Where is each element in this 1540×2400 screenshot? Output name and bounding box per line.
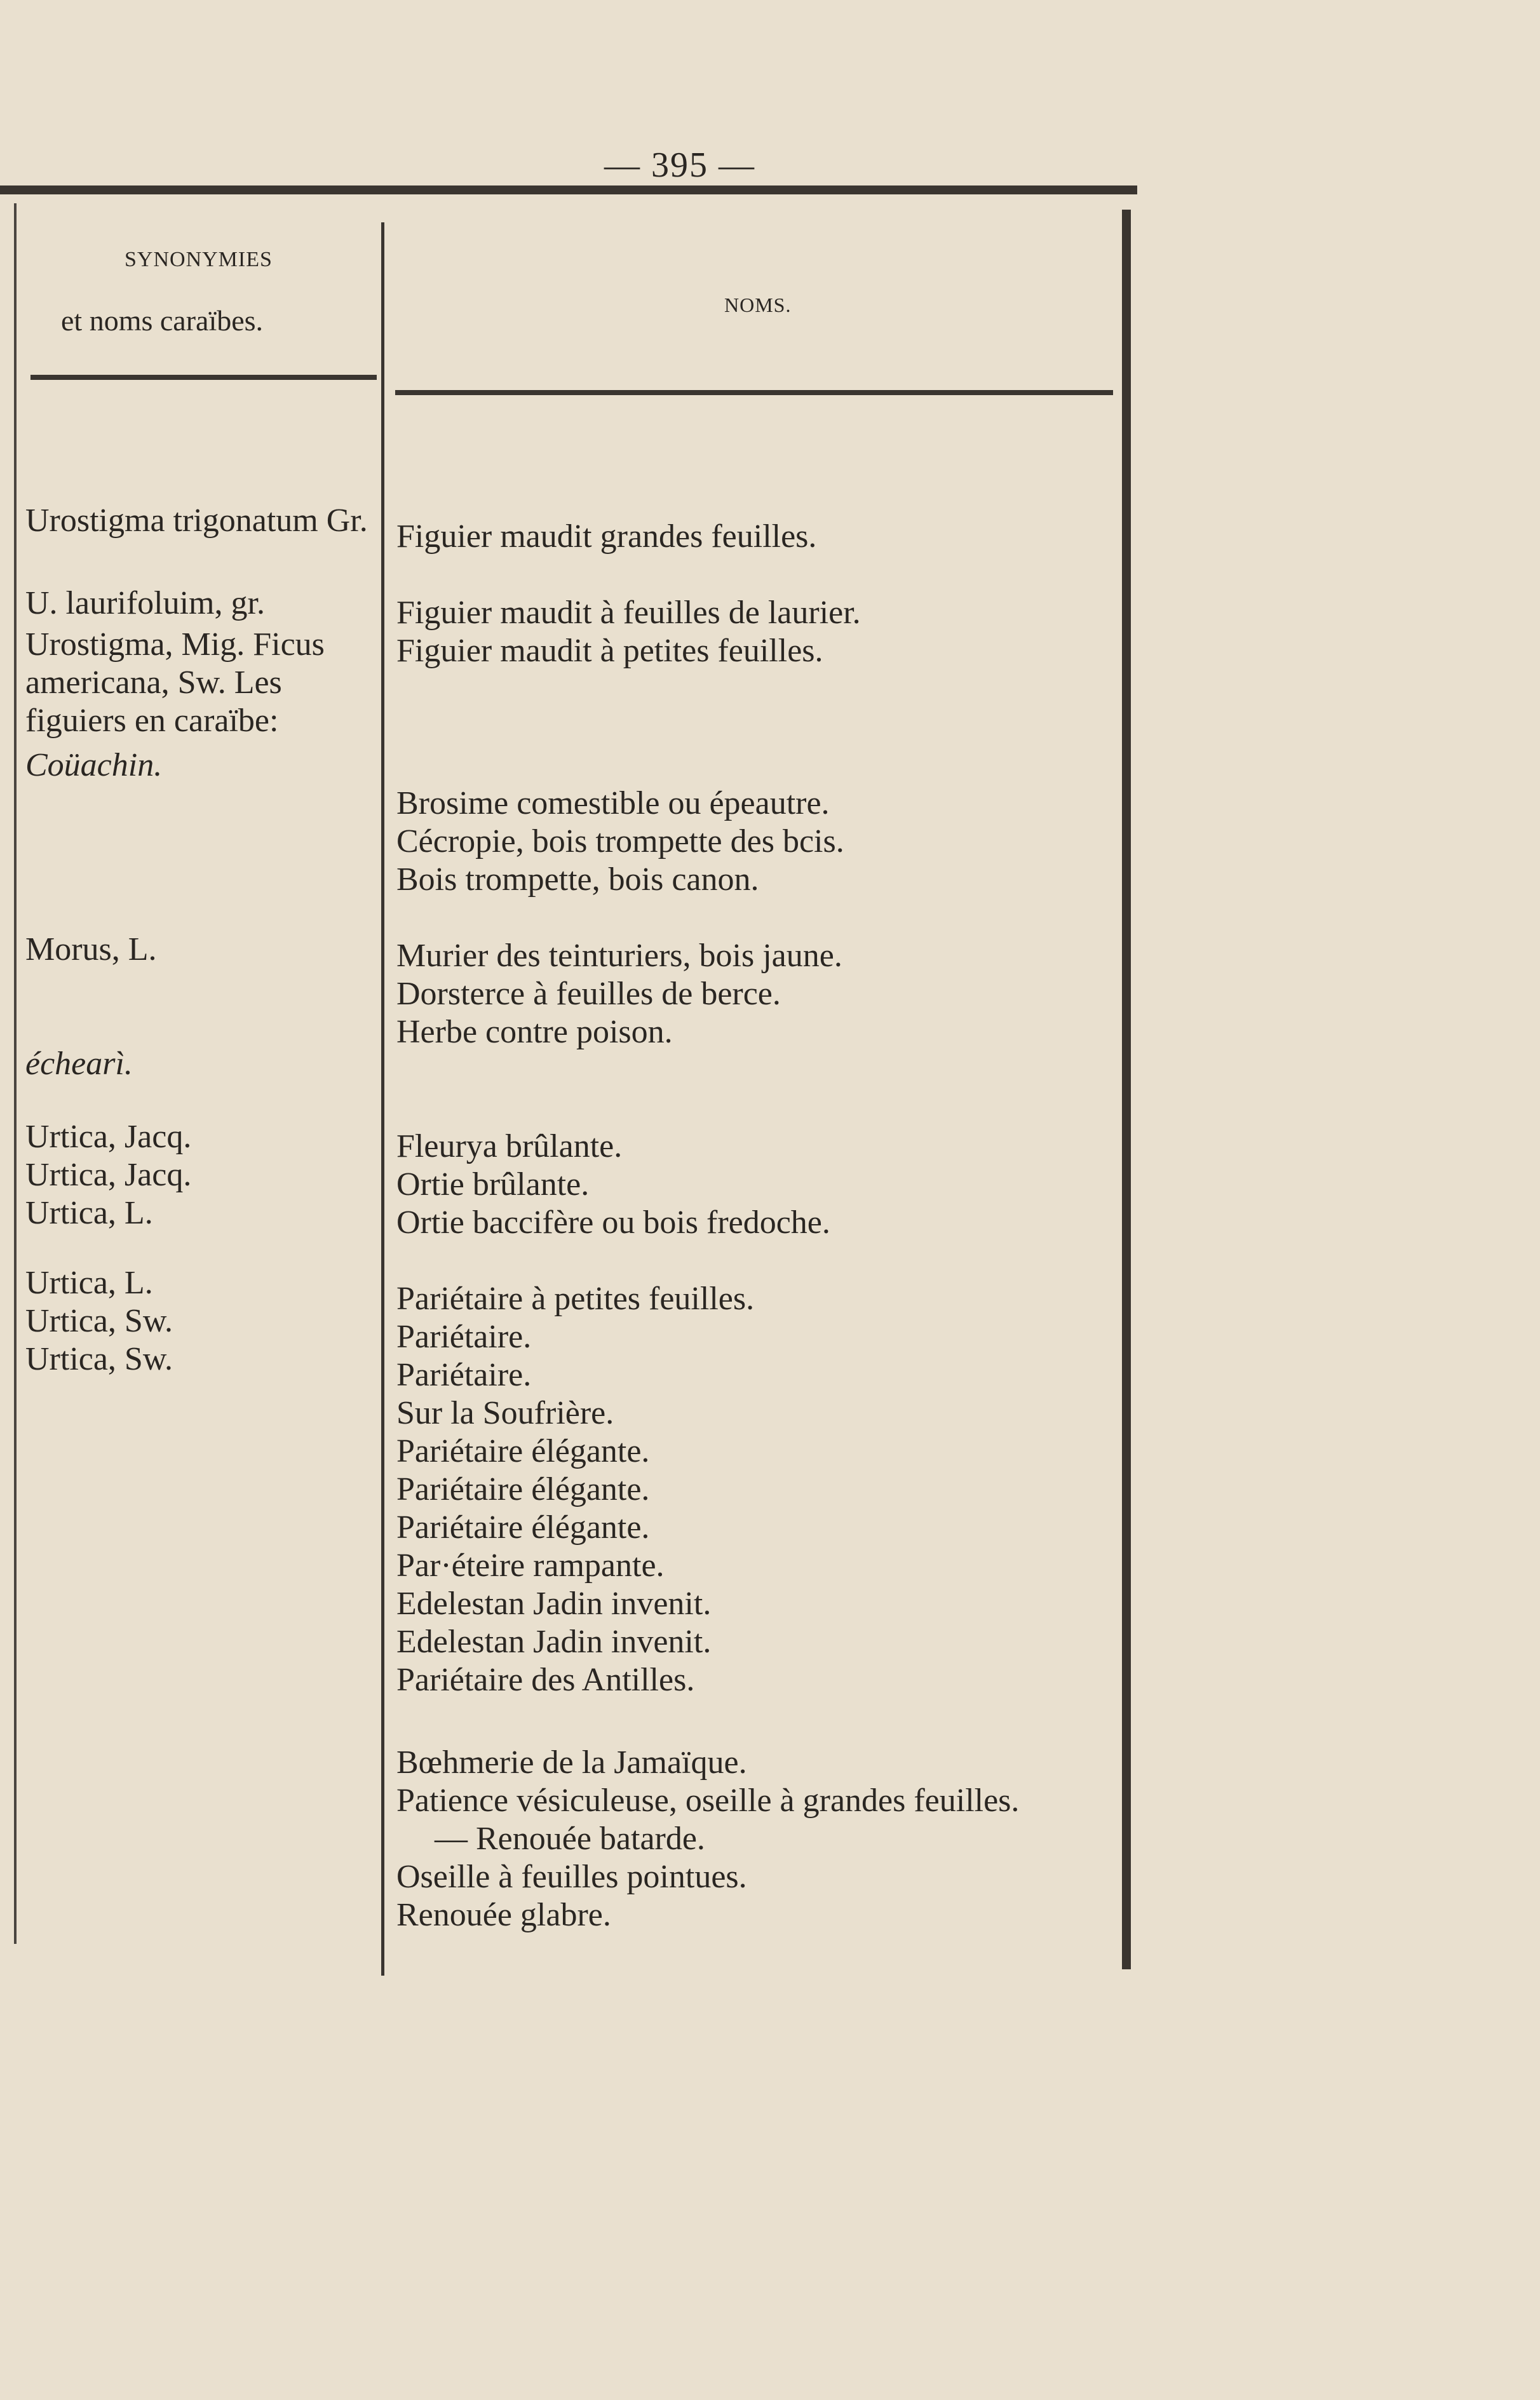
synonym-entry: Urtica, L. xyxy=(25,1195,153,1231)
name-line: Pariétaire. xyxy=(396,1357,532,1393)
name-line: Bois trompette, bois canon. xyxy=(396,861,759,898)
name-line: Pariétaire. xyxy=(396,1319,532,1355)
table-left-border xyxy=(14,203,17,1944)
synonym-entry: Urostigma trigonatum Gr. xyxy=(25,502,368,539)
header-rule-right xyxy=(395,390,1113,395)
synonym-entry: Urtica, Sw. xyxy=(25,1341,173,1377)
synonym-entry: Morus, L. xyxy=(25,931,157,967)
table-right-border xyxy=(1122,210,1131,1969)
name-line: Herbe contre poison. xyxy=(396,1014,673,1050)
synonym-entry: Urtica, Jacq. xyxy=(25,1119,192,1155)
name-line: Renouée glabre. xyxy=(396,1897,611,1933)
name-line: — Renouée batarde. xyxy=(435,1821,705,1857)
synonym-entry: U. laurifoluim, gr. xyxy=(25,585,265,621)
name-line: Pariétaire élégante. xyxy=(396,1433,650,1469)
name-line: Dorsterce à feuilles de berce. xyxy=(396,976,781,1012)
name-line: Cécropie, bois trompette des bcis. xyxy=(396,823,844,860)
synonym-entry: Urostigma, Mig. Ficus americana, Sw. Les figuiers en caraïbe: xyxy=(25,626,325,739)
column-divider xyxy=(381,222,384,1976)
name-line: Oseille à feuilles pointues. xyxy=(396,1859,747,1895)
synonym-entry: Urtica, L. xyxy=(25,1265,153,1301)
name-line: Figuier maudit à petites feuilles. xyxy=(396,633,823,669)
header-noms: NOMS. xyxy=(724,293,792,316)
synonym-entry: Urtica, Sw. xyxy=(25,1303,173,1339)
name-line: Pariétaire élégante. xyxy=(396,1471,650,1507)
header-synonymies: SYNONYMIES xyxy=(125,248,273,271)
name-line: Par·éteire rampante. xyxy=(396,1547,665,1584)
name-line: Ortie baccifère ou bois fredoche. xyxy=(396,1204,830,1241)
name-line: Pariétaire des Antilles. xyxy=(396,1662,695,1698)
page-number: — 395 — xyxy=(604,145,755,185)
synonym-entry: échearì. xyxy=(25,1046,133,1082)
name-line: Figuier maudit grandes feuilles. xyxy=(396,518,817,555)
name-line: Ortie brûlante. xyxy=(396,1166,590,1203)
name-line: Fleurya brûlante. xyxy=(396,1128,623,1164)
name-line: Murier des teinturiers, bois jaune. xyxy=(396,938,842,974)
header-synonymies-subtitle: et noms caraïbes. xyxy=(61,304,264,337)
top-rule xyxy=(0,185,1137,194)
name-line: Sur la Soufrière. xyxy=(396,1395,614,1431)
name-line: Edelestan Jadin invenit. xyxy=(396,1586,712,1622)
name-line: Bœhmerie de la Jamaïque. xyxy=(396,1744,747,1781)
name-line: Patience vésiculeuse, oseille à grandes feuilles. xyxy=(396,1783,1020,1819)
name-line: Brosime comestible ou épeautre. xyxy=(396,785,830,821)
name-line: Figuier maudit à feuilles de laurier. xyxy=(396,595,861,631)
header-rule-left xyxy=(30,375,377,380)
name-line: Pariétaire élégante. xyxy=(396,1509,650,1546)
synonym-entry: Urtica, Jacq. xyxy=(25,1157,192,1193)
synonym-entry: Coüachin. xyxy=(25,747,163,783)
name-line: Edelestan Jadin invenit. xyxy=(396,1624,712,1660)
name-line: Pariétaire à petites feuilles. xyxy=(396,1281,755,1317)
